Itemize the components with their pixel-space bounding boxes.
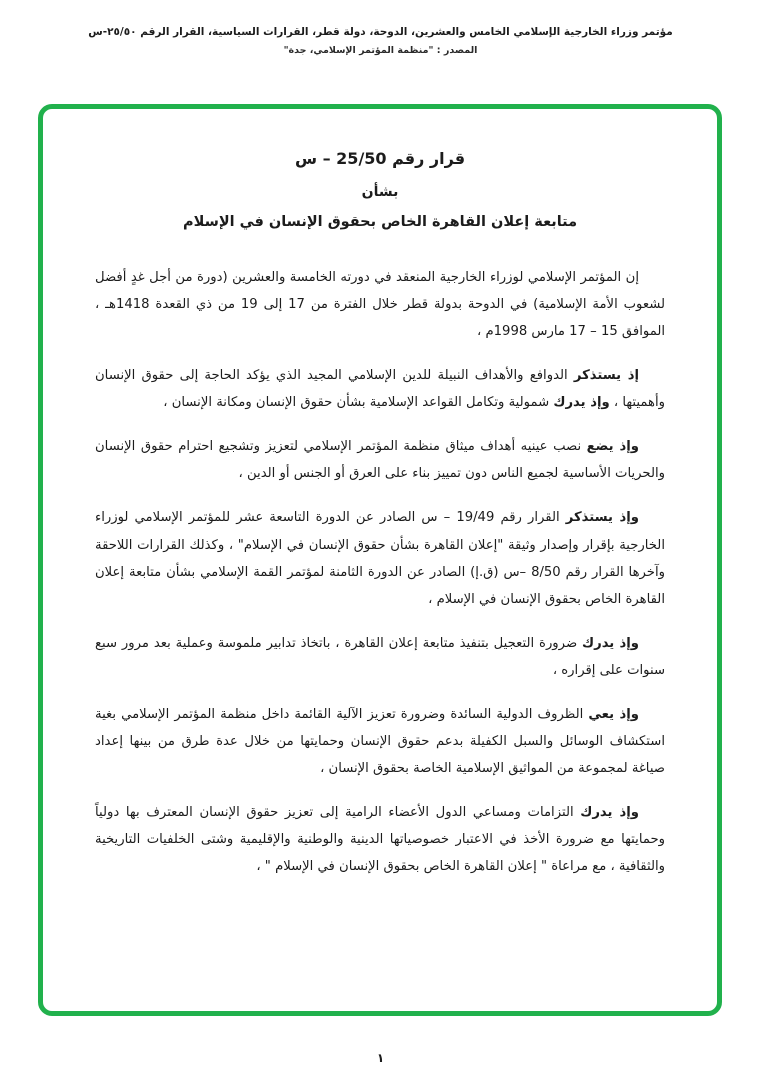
paragraph-lead-phrase: وإذ يعي (588, 706, 639, 722)
resolution-number-title: قرار رقم 25/50 – س (294, 149, 466, 168)
paragraph-text: شمولية وتكامل القواعد الإسلامية بشأن حقوق الإنسان ومكانة الإنسان ، (163, 395, 554, 411)
header-source-line: مؤتمر وزراء الخارجية الإسلامي الخامس والعشرين، الدوحة، دولة قطر، القرارات السياسية، القرار الرقم ٢٥/٥٠-س (88, 26, 673, 38)
paragraph (95, 799, 665, 880)
paragraph-lead-phrase: وإذ يدرك (582, 635, 639, 651)
paragraph (95, 630, 665, 684)
paragraph-text: التزامات ومساعي الدول الأعضاء الرامية إلى تعزيز حقوق الإنسان المعترف بها دولياً وحمايتها مع ضرورة الأخذ في الاعتبار خصوصياتها الدينية والوطنية والإقليمية وشتى الخلفيات التاريخية والثقافية ، مع مراعاة " إعلان القاهرة الخاص بحقوق الإنسان في الإسلام " ، (95, 805, 665, 875)
paragraph (95, 433, 665, 487)
scan-header (0, 26, 761, 56)
paragraph (95, 264, 665, 345)
paragraph-text: نصب عينيه أهداف ميثاق منظمة المؤتمر الإسلامي لتعزيز وتشجيع احترام حقوق الإنسان والحريات الأساسية لجميع الناس دون تمييز بناء على العرق أو الجنس أو الدين ، (95, 439, 665, 482)
paragraph-text: إن المؤتمر الإسلامي لوزراء الخارجية المنعقد في دورته الخامسة والعشرين (دورة من أجل غدٍ أفضل لشعوب الأمة الإسلامية) في الدوحة بدولة قطر خلال الفترة من 17 إلى 19 من ذي القعدة 1418هـ ، الموافق 15 – 17 مارس 1998م ، (95, 270, 665, 340)
paragraph-text: ضرورة التعجيل بتنفيذ متابعة إعلان القاهرة ، باتخاذ تدابير ملموسة وعملية بعد مرور سبع سنوات على إقراره ، (95, 635, 665, 678)
document-subject-title: متابعة إعلان القاهرة الخاص بحقوق الإنسان في الإسلام (182, 214, 578, 230)
paragraph-lead-phrase: وإذ يدرك (580, 805, 639, 820)
page-number: ١ (376, 1051, 385, 1065)
paragraph-lead-phrase: وإذ يدرك (553, 395, 610, 411)
paragraph (95, 362, 665, 416)
paragraph-lead-phrase: وإذ يضع (586, 439, 639, 455)
paragraph-text: الظروف الدولية السائدة وضرورة تعزيز الآلية القائمة داخل منظمة المؤتمر الإسلامي بغية استكشاف الوسائل والسبل الكفيلة بدعم حقوق الإنسان وحمايتها من خلال عدة طرق من بينها إعداد صياغة لمجموعة من المواثيق الإسلامية الخاصة بحقوق الإنسان ، (95, 706, 665, 776)
paragraphs-container (95, 264, 665, 880)
paragraph-text: الدوافع والأهداف النبيلة للدين الإسلامي المجيد الذي يؤكد الحاجة إلى حقوق الإنسان وأهميتها ، (95, 368, 665, 411)
green-border-frame (38, 104, 722, 1016)
paragraph (95, 504, 665, 612)
header-publisher-line: المصدر : "منظمة المؤتمر الإسلامي، جدة" (283, 45, 478, 56)
paragraph-text: القرار رقم 19/49 – س الصادر عن الدورة التاسعة عشر للمؤتمر الإسلامي لوزراء الخارجية بإقرار وإصدار وثيقة "إعلان القاهرة بشأن حقوق الإنسان في الإسلام" ، وكذلك القرارات اللاحقة وآخرها القرار رقم 8/50 –س (ق.إ) الصادر عن الدورة الثامنة لمؤتمر القمة الإسلامي بشأن متابعة إعلان القاهرة الخاص بحقوق الإنسان في الإسلام ، (95, 510, 665, 607)
paragraph (95, 701, 665, 782)
page-footer (0, 1047, 761, 1066)
title-block (95, 149, 665, 230)
paragraph-lead-phrase: إذ يستذكر (573, 368, 639, 384)
document-body (43, 109, 717, 1011)
paragraph-lead-phrase: وإذ يستذكر (565, 510, 639, 526)
title-regarding: بشأن (361, 184, 399, 200)
